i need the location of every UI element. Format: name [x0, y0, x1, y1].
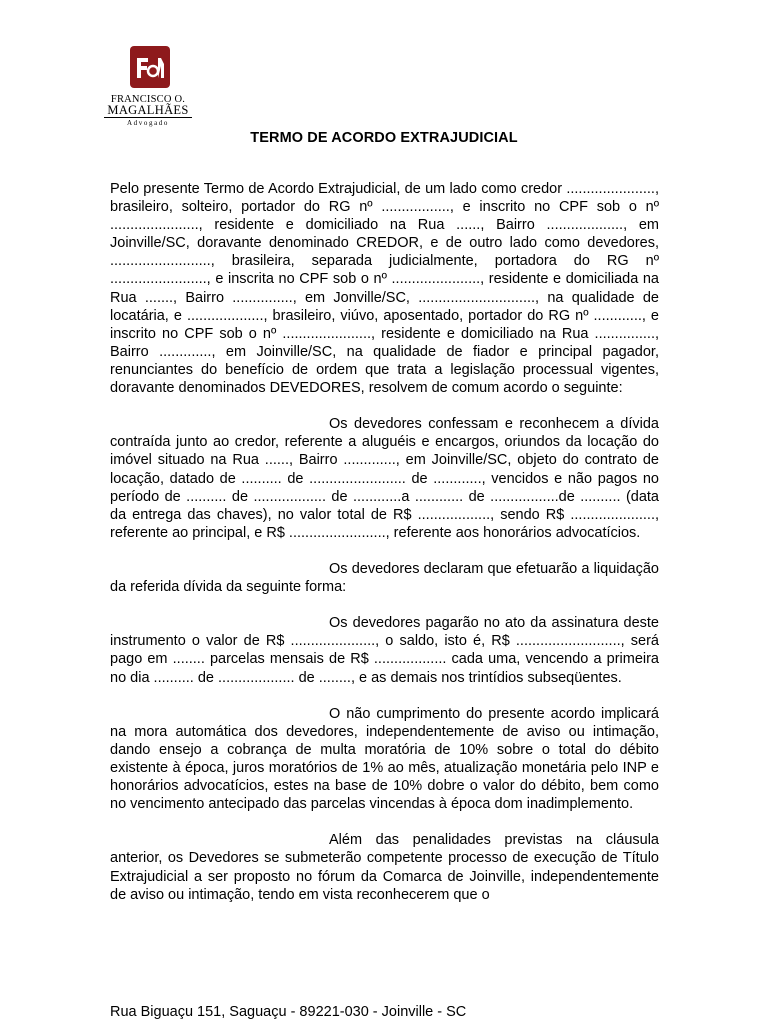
paragraph-payment-intro: Os devedores declaram que efetuarão a liquidação da referida dívida da seguinte forma: — [110, 560, 659, 596]
paragraph-execution: Além das penalidades previstas na cláusula anterior, os Devedores se submeterão competente processo de execução de Título Extrajudicial a ser proposto no fórum da Comarca de Joinville, independentemente de aviso ou intimação, tendo em vista reconhecerem que o — [110, 832, 659, 903]
document-body — [110, 180, 659, 904]
paragraph-payment-terms: Os devedores pagarão no ato da assinatura deste instrumento o valor de R$ ....................., o saldo, isto é, R$ .........................., será pago em ........ parcelas mensais de R$ .................. cada uma, vencendo a primeira no dia .......... de ................... de ........, e as demais nos trintídios subseqüentes. — [110, 615, 659, 686]
logo-profession: Advogado — [127, 119, 169, 127]
paragraph-default-penalty: O não cumprimento do presente acordo implicará na mora automática dos devedores, independentemente de aviso ou intimação, dando ensejo a cobrança de multa moratória de 10% sobre o total do débito existente à época, juros moratórios de 1% ao mês, atualização monetária pelo INP e honorários advocatícios, estes na base de 10% dobre o valor do débito, bem como no vencimento antecipado das parcelas vincendas à época dom inadimplemento. — [110, 705, 659, 813]
paragraph-debt-confession: Os devedores confessam e reconhecem a dívida contraída junto ao credor, referente a aluguéis e encargos, oriundos da locação do imóvel situado na Rua ......, Bairro ............., em Joinville/SC, objeto do contrato de locação, datado de .......... de ........................ de ............, vencidos e não pagos no período de .......... de .................. de ............a ............ de .................de .......... (data da entrega das chaves), no valor total de R$ .................., sendo R$ ....................., referente ao principal, e R$ ........................, referente aos honorários advocatícios. — [110, 416, 659, 541]
footer-address: Rua Biguaçu 151, Saguaçu - 89221-030 - Joinville - SC — [110, 1004, 467, 1020]
logo-name-last: MAGALHÃES — [104, 104, 192, 118]
logo-name-first: FRANCISCO O. — [110, 94, 186, 105]
document-title: TERMO DE ACORDO EXTRAJUDICIAL — [250, 130, 518, 146]
paragraph-parties: Pelo presente Termo de Acordo Extrajudicial, de um lado como credor ......................, brasileiro, solteiro, portador do RG nº ................., e inscrito no CPF sob o nº ......................, residente e domiciliado na Rua ......, Bairro ..................., em Joinville/SC, doravante denominado CREDOR, e de outro lado como devedores, ........................., brasileira, separada judicialmente, portadora do RG nº ........................, e inscrita no CPF sob o nº ......................, residente e domiciliada na Rua ......., Bairro ..............., em Jonville/SC, ............................., na qualidade de locatária, e ..................., brasileiro, viúvo, aposentado, portador do RG nº ............, e inscrito no CPF sob o nº ......................, residente e domiciliado na Rua ..............., Bairro ............., em Joinville/SC, na qualidade de fiador e principal pagador, renunciantes do benefício de ordem que trata a legislação processual vigentes, doravante denominados DEVEDORES, resolvem de comum acordo o seguinte: — [110, 181, 659, 397]
fom-monogram-icon — [128, 44, 172, 90]
